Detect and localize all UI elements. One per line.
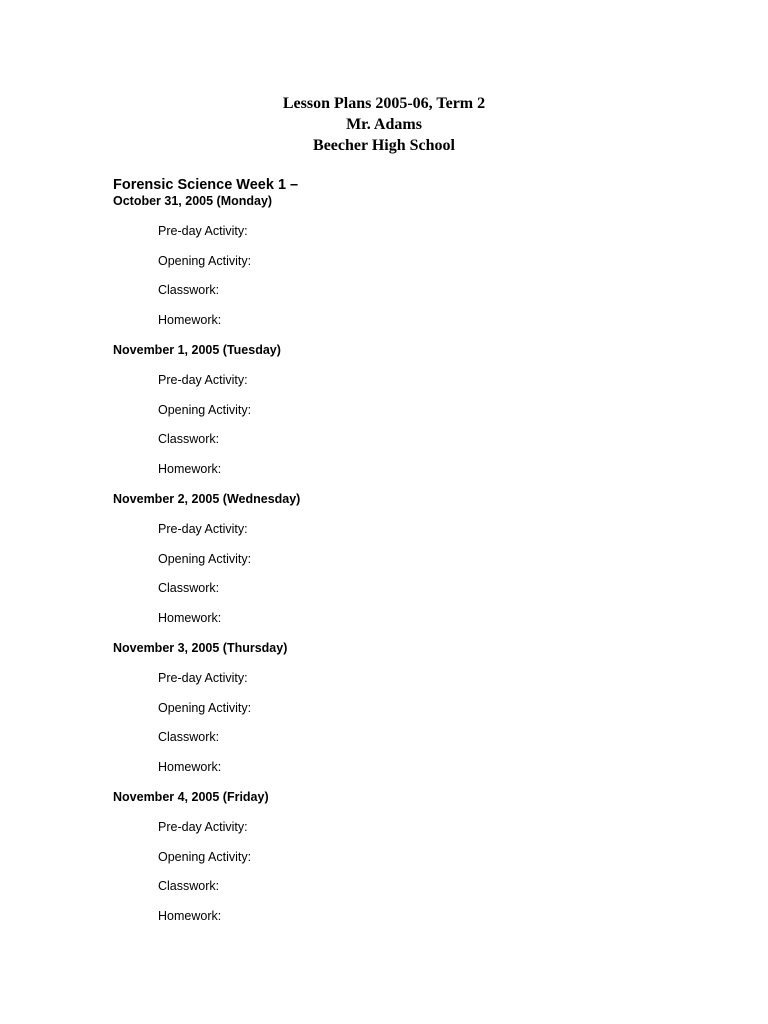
pre-day-activity-label: Pre-day Activity: xyxy=(158,372,248,387)
classwork-label: Classwork: xyxy=(158,879,220,894)
day-block-friday xyxy=(113,788,713,925)
classwork-label: Classwork: xyxy=(158,283,220,298)
week-title: Forensic Science Week 1 – xyxy=(113,177,299,193)
day-block-wednesday xyxy=(113,490,713,627)
pre-day-activity-label: Pre-day Activity: xyxy=(158,670,248,685)
classwork-label: Classwork: xyxy=(158,581,220,596)
day-block-thursday xyxy=(113,639,713,776)
pre-day-activity-label: Pre-day Activity: xyxy=(158,819,248,834)
day-heading: November 3, 2005 (Thursday) xyxy=(113,640,288,655)
document-title: Lesson Plans 2005-06, Term 2 xyxy=(282,95,486,112)
document-header xyxy=(0,93,768,156)
homework-label: Homework: xyxy=(158,760,222,775)
school-name: Beecher High School xyxy=(313,137,455,154)
pre-day-activity-label: Pre-day Activity: xyxy=(158,521,248,536)
homework-label: Homework: xyxy=(158,611,222,626)
day-heading: October 31, 2005 (Monday) xyxy=(113,194,273,208)
homework-label: Homework: xyxy=(158,462,222,477)
opening-activity-label: Opening Activity: xyxy=(158,402,252,417)
day-heading: November 4, 2005 (Friday) xyxy=(113,789,269,804)
teacher-name: Mr. Adams xyxy=(346,116,422,133)
pre-day-activity-label: Pre-day Activity: xyxy=(158,223,248,238)
opening-activity-label: Opening Activity: xyxy=(158,849,252,864)
day-block-monday xyxy=(113,192,713,329)
homework-label: Homework: xyxy=(158,909,222,924)
opening-activity-label: Opening Activity: xyxy=(158,253,252,268)
classwork-label: Classwork: xyxy=(158,432,220,447)
opening-activity-label: Opening Activity: xyxy=(158,700,252,715)
day-block-tuesday xyxy=(113,341,713,478)
homework-label: Homework: xyxy=(158,313,222,328)
day-heading: November 2, 2005 (Wednesday) xyxy=(113,491,301,506)
opening-activity-label: Opening Activity: xyxy=(158,551,252,566)
day-heading: November 1, 2005 (Tuesday) xyxy=(113,342,281,357)
classwork-label: Classwork: xyxy=(158,730,220,745)
weekly-schedule xyxy=(113,192,713,925)
